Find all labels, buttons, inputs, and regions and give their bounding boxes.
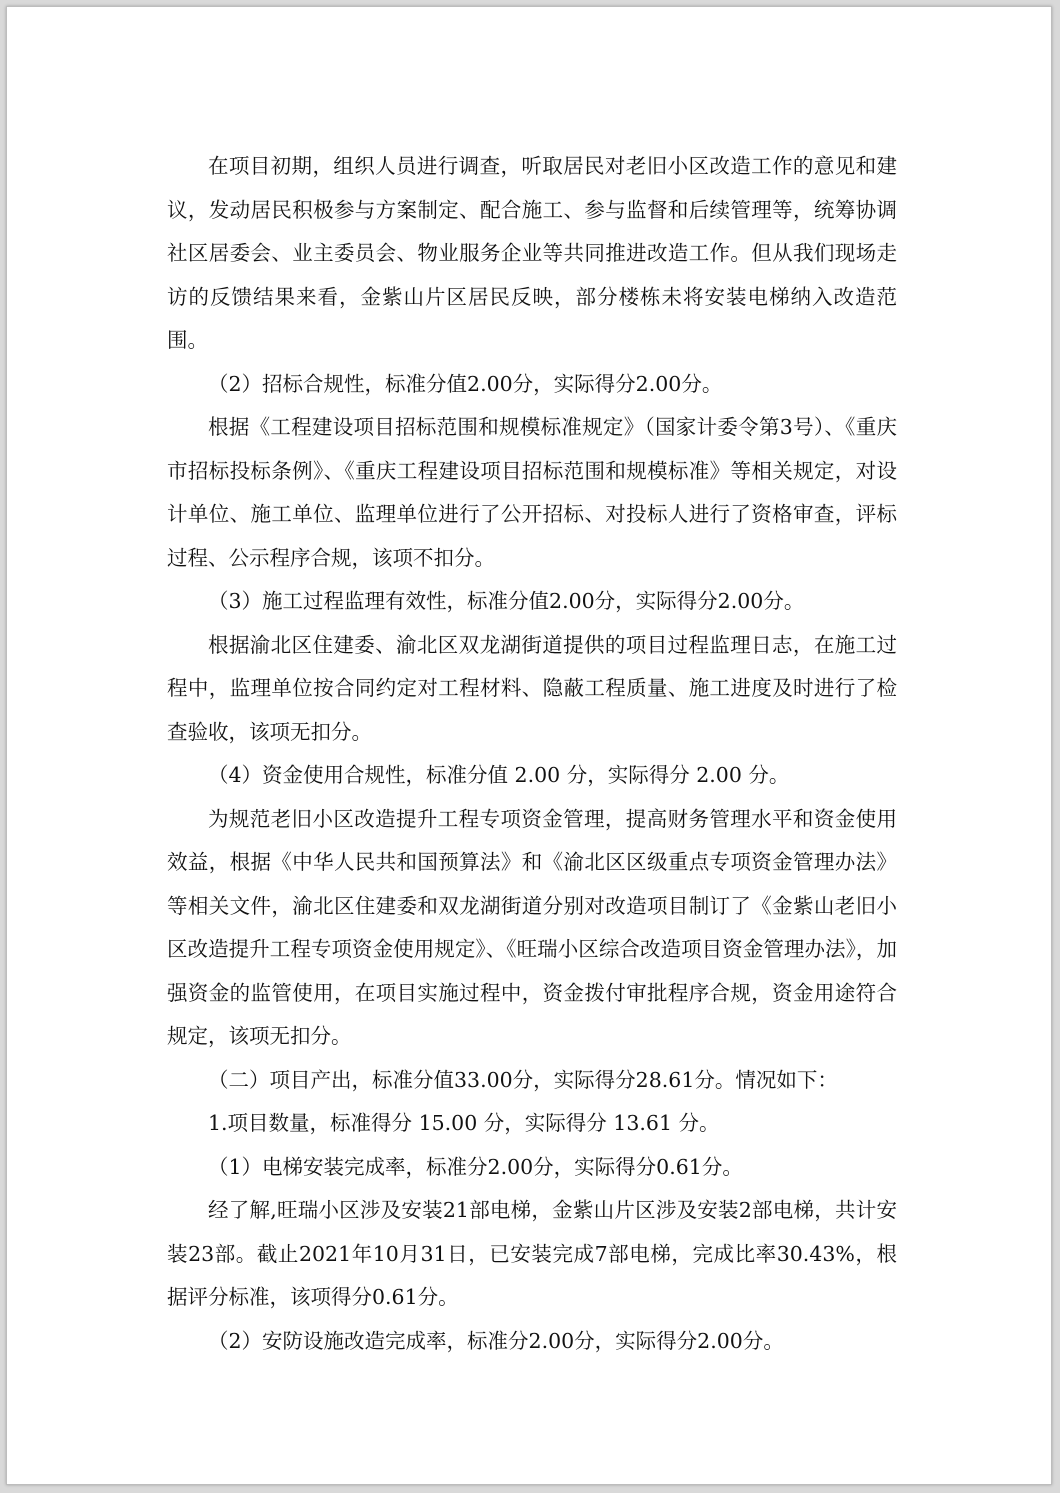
document-page <box>6 6 1052 1485</box>
heading-security-completion: （2）安防设施改造完成率，标准分2.00分，实际得分2.00分。 <box>208 1328 784 1353</box>
paragraph-fund-management: 为规范老旧小区改造提升工程专项资金管理，提高财务管理水平和资金使用效益，根据《中华人民共和国预算法》和《渝北区区级重点专项资金管理办法》等相关文件，渝北区住建委和双龙湖街道分别对改造项目制订了《金紫山老旧小区改造提升工程专项资金使用规定》、《旺瑞小区综合改造项目资金管理办法》，加强资金的监管使用，在项目实施过程中，资金拨付审批程序合规，资金用途符合规定，该项无扣分。 <box>167 806 897 1048</box>
heading-fund-compliance: （4）资金使用合规性，标准分值 2.00 分，实际得分 2.00 分。 <box>208 763 790 787</box>
paragraph-resident-survey: 在项目初期，组织人员进行调查，听取居民对老旧小区改造工作的意见和建议，发动居民积极参与方案制定、配合施工、参与监督和后续管理等，统筹协调社区居委会、业主委员会、物业服务企业等共同推进改造工作。但从我们现场走访的反馈结果来看，金紫山片区居民反映，部分楼栋未将安装电梯纳入改造范围。 <box>167 154 897 352</box>
document-body <box>167 145 897 1363</box>
heading-supervision-effectiveness: （3）施工过程监理有效性，标准分值2.00分，实际得分2.00分。 <box>208 589 805 613</box>
paragraph-supervision-log: 根据渝北区住建委、渝北区双龙湖街道提供的项目过程监理日志，在施工过程中，监理单位按合同约定对工程材料、隐蔽工程质量、施工进度及时进行了检查验收，该项无扣分。 <box>167 632 897 744</box>
paragraph-bidding-basis: 根据《工程建设项目招标范围和规模标准规定》（国家计委令第3号）、《重庆市招标投标条例》、《重庆工程建设项目招标范围和规模标准》等相关规定，对设计单位、施工单位、监理单位进行了公开招标、对投标人进行了资格审查，评标过程、公示程序合规，该项不扣分。 <box>167 415 897 570</box>
paragraph-elevator-details: 经了解,旺瑞小区涉及安装21部电梯，金紫山片区涉及安装2部电梯，共计安装23部。截止2021年10月31日，已安装完成7部电梯，完成比率30.43%，根据评分标准，该项得分0.61分。 <box>167 1198 897 1309</box>
heading-bidding-compliance: （2）招标合规性，标准分值2.00分，实际得分2.00分。 <box>208 371 723 396</box>
heading-project-quantity: 1.项目数量，标准得分 15.00 分，实际得分 13.61 分。 <box>208 1111 720 1135</box>
heading-project-output: （二）项目产出，标准分值33.00分，实际得分28.61分。情况如下： <box>208 1067 838 1092</box>
heading-elevator-completion: （1）电梯安装完成率，标准分2.00分，实际得分0.61分。 <box>208 1154 743 1179</box>
